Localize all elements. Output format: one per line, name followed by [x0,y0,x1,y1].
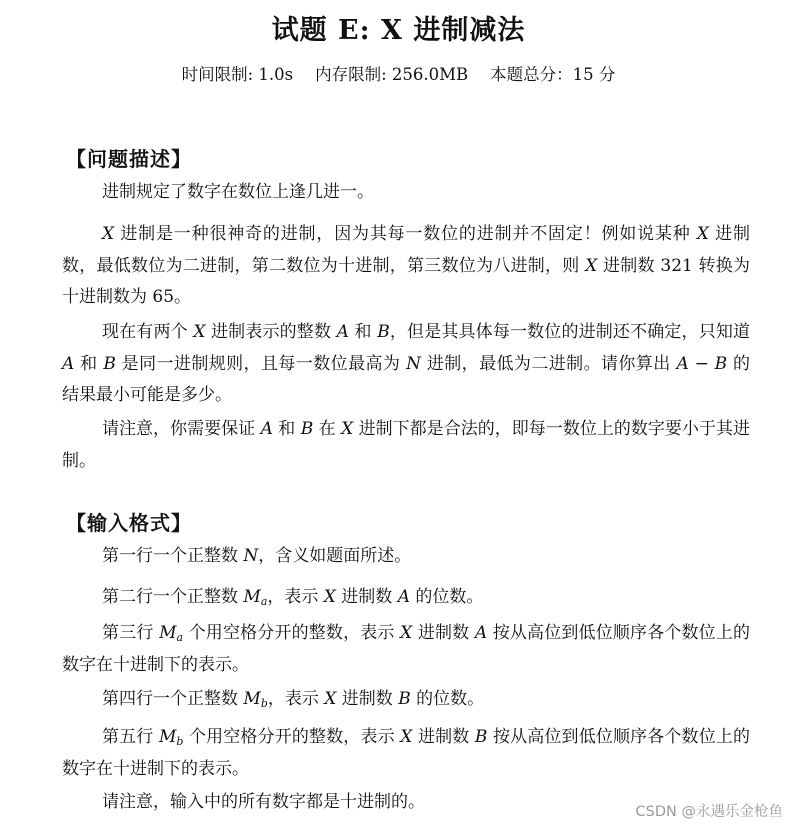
paragraph-text: 的位数。 [410,689,485,709]
paragraph-text: 请注意，你需要保证 [102,419,261,439]
math-variable: A − B [676,353,728,374]
paragraph-text: 进制表示的整数 [205,322,337,342]
paragraph-text: 进制数 [412,727,475,747]
paragraph-text: 的位数。 [410,587,484,607]
input-paragraph-3 [62,618,750,681]
math-subscript: b [176,735,184,748]
paragraph-text: 进制数 [335,587,398,607]
math-variable: A [474,623,488,643]
paragraph-text: ，表示 [267,689,325,709]
paragraph-text: ，含义如题面所述。 [258,546,412,566]
math-variable: B [398,689,411,709]
math-variable: A [336,322,349,342]
input-paragraph-1 [62,541,750,573]
paragraph-text: 和 [348,322,378,342]
paragraph-text: 个用空格分开的整数，表示 [183,623,401,643]
description-paragraph-3 [62,317,750,412]
math-variable: B [103,353,116,374]
math-variable: M [243,689,261,709]
math-variable: X [323,587,336,607]
paragraph-text: 和 [74,353,104,374]
paragraph-text: ，但是其具体每一数位的进制还不确定，只知道 [389,322,751,342]
math-variable: X [193,322,206,342]
math-subscript: b [260,697,268,710]
input-paragraph-2 [62,582,750,614]
csdn-watermark: CSDN @永遇乐金枪鱼 [635,804,783,820]
paragraph-text: 在 [313,419,342,439]
math-variable: M [158,727,177,747]
math-variable: B [474,727,488,747]
math-variable: A [62,353,75,374]
paragraph-text: 请注意，输入中的所有数字都是十进制的。 [102,792,425,812]
section-heading-description: 【问题描述】 [66,147,192,171]
math-variable: B [300,419,314,439]
paragraph-text: 按从高位到低位顺序各个数位上的数字在十进制下的表示。 [62,727,750,779]
paragraph-text: 进制数 [336,689,399,709]
paragraph-text: 第一行一个正整数 [102,546,244,566]
section-heading-input-format: 【输入格式】 [66,511,192,535]
paragraph-text: 按从高位到低位顺序各个数位上的数字在十进制下的表示。 [62,623,751,675]
math-variable: X [400,623,413,643]
math-subscript: a [176,631,184,644]
math-variable: X [696,224,709,244]
paragraph-text: 第四行一个正整数 [102,689,244,709]
paragraph-text: 第二行一个正整数 [102,587,244,607]
math-variable: N [406,353,422,374]
paragraph-text: 的结果最小可能是多少。 [62,353,750,405]
math-subscript: a [260,595,268,608]
math-variable: X [585,255,598,276]
math-variable: X [102,224,115,244]
paragraph-text: ，表示 [267,587,324,607]
problem-meta [0,61,797,85]
paragraph-text: 第五行 [102,727,159,747]
paragraph-text: 进制规定了数字在数位上逢几进一。 [102,182,374,202]
paragraph-text: 个用空格分开的整数，表示 [183,727,401,747]
math-variable: B [377,322,390,342]
paragraph-text: 进制数 [412,623,475,643]
math-variable: M [243,587,261,607]
paragraph-text: 进制，最低为二进制。请你算出 [421,353,677,374]
math-variable: A [260,419,273,439]
input-paragraph-5 [62,722,750,785]
description-paragraph-1 [62,177,750,209]
math-variable: M [159,623,177,643]
problem-title: 试题 E: X 进制减法 [271,15,526,46]
math-variable: X [400,727,413,747]
input-paragraph-4 [62,684,750,716]
math-variable: N [243,546,259,566]
paragraph-text: 第三行 [102,623,160,643]
paragraph-text: 进制数 321 转换为十进制数为 65。 [62,255,750,307]
time-limit: 时间限制: 1.0s [181,65,294,84]
math-variable: A [397,587,410,607]
memory-limit: 内存限制: 256.0MB [315,65,469,84]
description-paragraph-4 [62,414,750,477]
paragraph-text: 进制数，最低数位为二进制，第二数位为十进制，第三数位为八进制，则 [62,224,750,276]
description-paragraph-2 [62,219,750,314]
total-score: 本题总分：15 分 [490,65,616,84]
math-variable: X [341,419,354,439]
paragraph-text: 是同一进制规则，且每一数位最高为 [115,353,407,374]
paragraph-text: 进制下都是合法的，即每一数位上的数字要小于其进制。 [62,419,750,471]
paragraph-text: 进制是一种很神奇的进制，因为其每一数位的进制并不固定！例如说某种 [114,224,697,244]
paragraph-text: 现在有两个 [102,322,194,342]
paragraph-text: 和 [272,419,301,439]
math-variable: X [324,689,337,709]
